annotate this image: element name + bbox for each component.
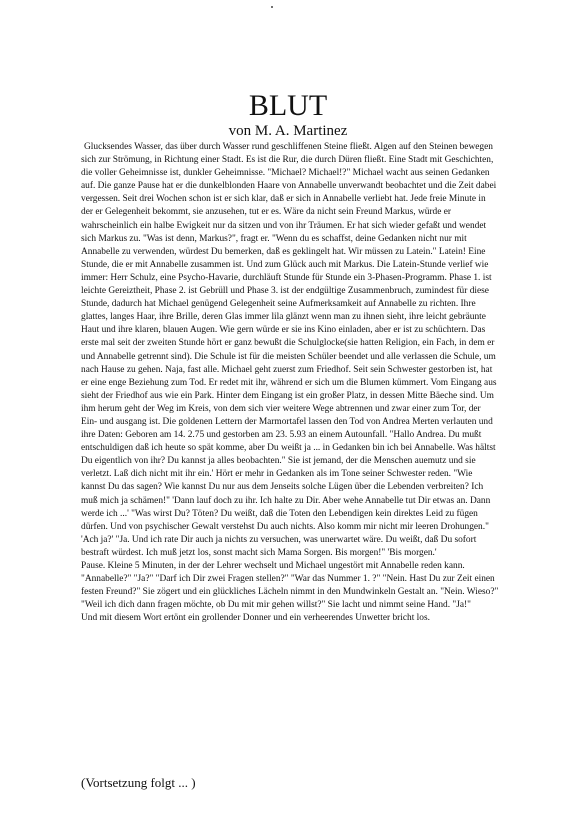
story-title: BLUT (248, 89, 328, 122)
author-line: von M. A. Martinez (228, 123, 348, 139)
page-mark (271, 6, 273, 8)
paragraph-3: Und mit diesem Wort ertönt ein grollender Donner und ein verheerendes Unwetter bricht los. (81, 613, 430, 624)
story-body (81, 141, 499, 625)
paragraph-2: Pause. Kleine 5 Minuten, in der der Lehrer wechselt und Michael ungestört mit Annabelle reden kann. "Annabelle?" "Ja?" "Darf ich Dir zwei Fragen stellen?" "War das Nummer 1. ?" "Nein. Hast Du zur Zeit einen festen Freund?" Sie zögert und ein glückliches Lächeln nimmt in den Mundwinkeln Gestalt an. "Nein. Wieso?" "Weil ich dich dann fragen möchte, ob Du mit mir gehen willst?" Sie lacht und nimmt seine Hand. "Ja!" (81, 561, 499, 611)
paragraph-1: Glucksendes Wasser, das über durch Wasser rund geschliffenen Steine fließt. Algen auf den Steinen bewegen sich zur Strömung, in Richtung einer Stadt. Es ist die Rur, die durch Düren fließt. Eine Stadt mit Geschichten, die voller Geheimnisse ist, dunkler Geheimnisse. "Michael? Michael!?" Michael wacht aus seinen Gedanken auf. Die ganze Pause hat er die dunkelblonden Haare von Annabelle unverwandt beobachtet und die Zeit dabei vergessen. Seit drei Wochen schon ist er sich klar, daß er sich in Annabelle verliebt hat. Jede freie Minute in der er Gelegenheit bekommt, sie anzusehen, tut er es. Wäre da nicht sein Freund Markus, würde er wahrscheinlich ein halbe Ewigkeit nur da sitzen und von ihr Träumen. Er hat sich wieder gefaßt und wendet sich Markus zu. "Was ist denn, Markus?", fragt er. "Wenn du es schaffst, deine Gedanken nicht nur mit Annabelle zu verwenden, würdest Du bemerken, daß es geklingelt hat. Wir müssen zu Latein." Latein! Eine Stunde, die er mit Annabelle zusammen ist. Und zum Glück auch mit Markus. Die Latein-Stunde verlief wie immer: Herr Schulz, eine Psycho-Havarie, durchläuft Stunde für Stunde ein 3-Phasen-Programm. Phase 1. ist leichte Gereiztheit, Phase 2. ist Gebrüll und Phase 3. ist der endgültige Zusammenbruch, zumindest für diese Stunde, dadurch hat Michael genügend Gelegenheit seine Aufmerksamkeit auf Annabelle zu richten. Ihre glattes, langes Haar, ihre Brille, deren Glas immer lila glänzt wenn man zu ihnen sieht, ihre leicht gebräunte Haut und ihre klaren, blauen Augen. Wie gern würde er sie ins Kino einladen, aber er ist zu schüchtern. Das erste mal seit der zweiten Stunde hört er ganz bewußt die Schulglocke(sie hatten Religion, ein Fach, in dem er und Annabelle getrennt sind). Die Schule ist für die meisten Schüler beendet und alle verlassen die Schule, um nach Hause zu gehen. Naja, fast alle. Michael geht zuerst zum Friedhof. Seit sein Schwester gestorben ist, hat er eine enge Beziehung zum Tod. Er redet mit ihr, während er sich um die Blumen kümmert. Vom Eingang aus sieht der Friedhof aus wie ein Park. Hinter dem Eingang ist ein großer Platz, in dessen Mitte Bäeche sind. Um ihm herum geht der Weg im Kreis, von dem sich vier weitere Wege abtrennen und zwar einer zum Tor, der Ein- und ausgang ist. Die goldenen Lettern der Marmortafel lassen den Tod von Andrea Merten verlauten und ihre Daten: Geboren am 14. 2.75 und gestorben am 23. 5.93 an einem Autounfall. "Hallo Andrea. Du mußt entschuldigen daß ich heute so spät komme, aber Du weißt ja ... in Gedanken bin ich bei Annabelle. Was hältst Du eigentlich von ihr? Du kannst ja alles beobachten." Sie ist jemand, der die Menschen auemutz und sie verletzt. Laß dich nicht mit ihr ein.' Hört er mehr in Gedanken als im Tone seiner Schwester reden. "Wie kannst Du das sagen? Wie kannst Du nur aus dem Jenseits solche Lügen über die Lebenden verbreiten? Ich muß mich ja schämen!" 'Dann lauf doch zu ihr. Ich halte zu Dir. Aber wehe Annabelle tut Dir etwas an. Dann werde ich ...' "Was wirst Du? Töten? Du weißt, daß die Toten den Lebendigen kein direktes Leid zu fügen dürfen. Und von psychischer Gewalt verstehst Du auch nichts. Also komm mir nicht mir leeren Drohungen." 'Ach ja?' "Ja. Und ich rate Dir auch ja nichts zu versuchen, was unerwartet wäre. Du weißt, daß Du sofort bestraft würdest. Ich muß jetzt los, sonst macht sich Mama Sorgen. Bis morgen!" 'Bis morgen.' (81, 142, 497, 558)
continuation-note: (Vortsetzung folgt ... ) (81, 775, 196, 790)
